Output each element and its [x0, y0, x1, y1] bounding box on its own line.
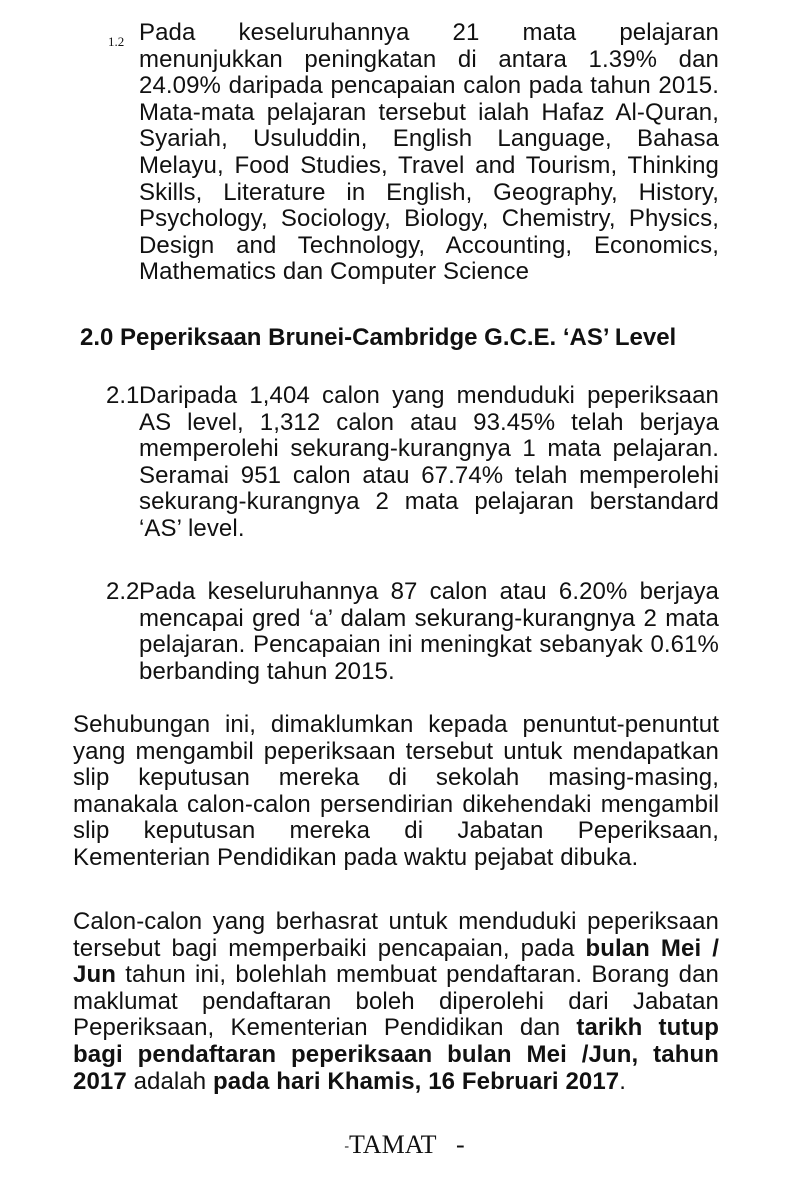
- end-marker: [0, 1130, 809, 1160]
- end-marker-dash-left: -: [344, 1139, 349, 1155]
- item-number-2-1: 2.1: [106, 382, 140, 409]
- item-number-1-2: 1.2: [108, 34, 125, 49]
- registration-bold-deadline: tarikh tutup bagi pendaftaran peperiksaan bulan Mei /Jun, tahun 2017: [73, 1014, 719, 1095]
- registration-text-2: tahun ini, bolehlah membuat pendaftaran. Borang dan maklumat pendaftaran boleh diperolehi dari Jabatan Peperiksaan, Kementerian Pendidikan dan: [73, 961, 719, 1042]
- registration-paragraph: [73, 909, 719, 1095]
- item-2-1-text: Daripada 1,404 calon yang menduduki peperiksaan AS level, 1,312 calon atau 93.45% telah berjaya memperolehi sekurang-kurangnya 1 mata pelajaran. Seramai 951 calon atau 67.74% telah memperolehi sekurang-kurangnya 2 mata pelajaran berstandard ‘AS’ level.: [139, 382, 719, 542]
- item-1-2-text: Pada keseluruhannya 21 mata pelajaran menunjukkan peningkatan di antara 1.39% dan 24.09% daripada pencapaian calon pada tahun 2015. Mata-mata pelajaran tersebut ialah Hafaz Al-Quran, Syariah, Usuluddin, English Language, Bahasa Melayu, Food Studies, Travel and Tourism, Thinking Skills, Literature in English, Geography, History, Psychology, Sociology, Biology, Chemistry, Physics, Design and Technology, Accounting, Economics, Mathematics dan Computer Science: [139, 19, 719, 286]
- registration-bold-month: bulan Mei / Jun: [73, 934, 720, 989]
- registration-bold-date: pada hari Khamis, 16 Februari 2017: [213, 1067, 620, 1095]
- registration-text-4: .: [619, 1067, 627, 1095]
- end-marker-label: TAMAT: [349, 1130, 437, 1159]
- notice-paragraph: Sehubungan ini, dimaklumkan kepada penuntut-penuntut yang mengambil peperiksaan tersebut untuk mendapatkan slip keputusan mereka di sekolah masing-masing, manakala calon-calon persendirian dikehendaki mengambil slip keputusan mereka di Jabatan Peperiksaan, Kementerian Pendidikan pada waktu pejabat dibuka.: [73, 711, 719, 871]
- registration-text-3: adalah: [126, 1067, 214, 1095]
- registration-text-1: Calon-calon yang berhasrat untuk menduduki peperiksaan tersebut bagi memperbaiki pencapaian, pada: [73, 908, 719, 962]
- section-2-heading: 2.0 Peperiksaan Brunei-Cambridge G.C.E. ‘AS’ Level: [80, 324, 677, 351]
- item-number-2-2: 2.2: [106, 578, 140, 605]
- end-marker-dash-right: -: [455, 1130, 465, 1159]
- item-2-2-text: Pada keseluruhannya 87 calon atau 6.20% berjaya mencapai gred ‘a’ dalam sekurang-kurangnya 2 mata pelajaran. Pencapaian ini meningkat sebanyak 0.61% berbanding tahun 2015.: [139, 578, 719, 685]
